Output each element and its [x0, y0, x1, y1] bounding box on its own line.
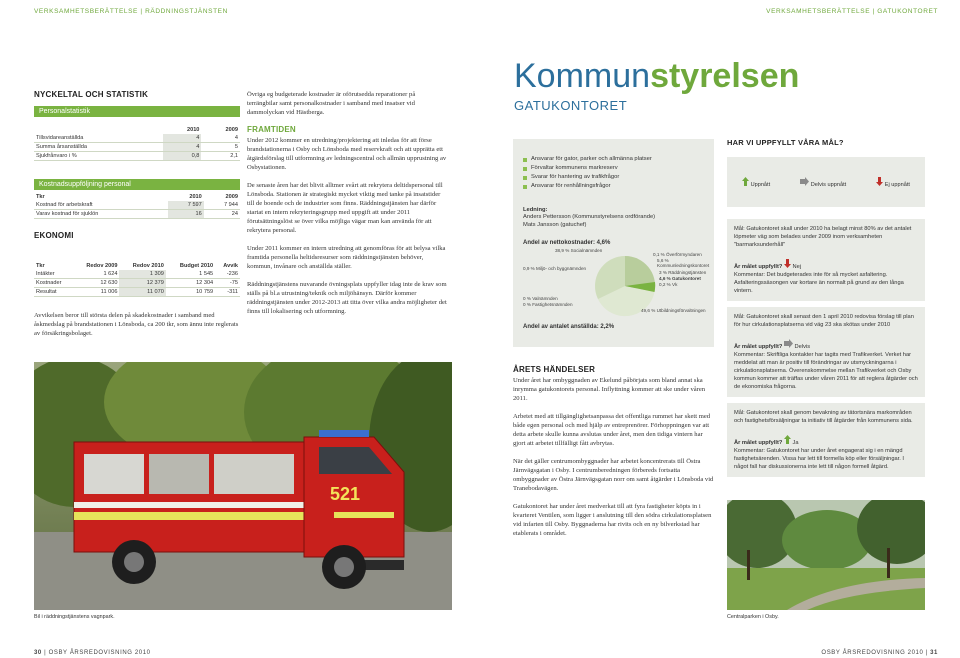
- section-title-nyckeltal: NYCKELTAL OCH STATISTIK: [34, 90, 149, 99]
- page-title: Kommunstyrelsen: [514, 57, 800, 95]
- ekonomi-table: Tkr Redov 2009 Redov 2010 Budget 2010 Avvik Intäkter 1 624 1 309 1 545 -236 Kostnader 12 630 12 379 12 304 -75 Resultat 11 006 11 070 10 759 -311: [36, 263, 238, 295]
- pie-nettokostnader: [523, 246, 710, 330]
- pie-anstallda-title: Andel av antalet anställda: 2,2%: [523, 324, 615, 330]
- framtiden-paragraph-2: De senaste åren har det blivit alltmer svårt att rekrytera deltidspersonal till Lönsboda. Stationen är strategiskt mycket viktig med tanke på insatstider till de boende och de industrier som finns. Räddningstjänsten har därför startat en intern rekryteringsgrupp med uppgift att under 2011 förutsättningslöst se över vilka möjliga vägar man kan använda för att rekrytera personal.: [247, 182, 443, 234]
- arrow-up-icon: [742, 177, 749, 186]
- list-item: Ansvarar för gator, parker och allmänna platser: [523, 155, 704, 164]
- goal-item: Mål: Gatukontoret skall genom bevakning av tätortsnära markområden och fastighetsförsäljningar ta initiativ till åtgärder från kommunens sida. Är målet uppfyllt? Ja Kommentar: Gatukontoret har under året engagerat sig i en mängd fastighetsärenden. Vissa har lett till formella köp eller försäljningar. I något fall har diskussionerna inte lett till någon formell åtgärd.: [727, 403, 925, 477]
- intro-text: Övriga eg budgeterade kostnader är oförutsedda reparationer på terrängbilar samt personalkostnader i samband med insatser vid dammolyckan vid Hästberga.: [247, 91, 416, 116]
- arets-title: ÅRETS HÄNDELSER: [513, 365, 596, 374]
- table-row: Kostnad för arbetskraft 7 597 7 944: [36, 202, 238, 208]
- goal-text: Mål: Gatukontoret skall genom bevakning av tätortsnära markområden och fastighetsförsäljningar ta initiativ till åtgärder från kommunens sida.: [734, 410, 913, 424]
- table-row: Summa årsanställda 4 5: [36, 144, 238, 150]
- pie-label: 0 % Fastighetsnämnden: [523, 302, 573, 307]
- personal-table: 2010 2009 Tillsvidareanställda 4 4 Summa årsanställda 4 5 Sjukfrånvaro i % 0,8 2,1: [36, 127, 238, 159]
- pie-label: 5,6 % Kommunledningskontoret: [657, 258, 710, 268]
- truck-number: 521: [330, 484, 361, 504]
- framtiden-paragraph-1: Under 2012 kommer en utredning/projektering att inledas för att förse brandstationerna i Osby och Lönsboda med reservkraft och att upprätta ett åtgärdsförslag till utformning av ledningscentral och allmän upprustning av Osbystationen.: [247, 137, 447, 171]
- arrow-up-icon: [784, 435, 791, 444]
- arets-paragraph-4: Gatukontoret har under året medverkat till att fyra fastigheter köpts in i kvarteret Ventilen, som ligger i anslutning till den södra cirkulationsplatsen vid infarten till Osby. Byggnaderna har rivits och en ny bilverkstad har etablerats i området.: [513, 503, 712, 537]
- department-title: GATUKONTORET: [514, 98, 628, 113]
- ledning-line: Anders Pettersson (Kommunstyrelsens ordförande): [523, 214, 656, 220]
- goal-text: Mål: Gatukontoret skall senast den 1 april 2010 redovisa förslag till plan för hur cirkulationsplatserna vid väg 23 ska skötas under 2010: [734, 314, 914, 328]
- goal-comment: Kommentar: Skriftliga kontakter har tagits med Trafikverket. Verket har meddelat att man är positiv till förändringar av utsmyckningarna i cirkulationsplatserna. Överenskommelse mellan Trafikverket och Osby kommun kommer att träffas under våren 2011 för att reglera åtgärder och de ekonomiska frågorna.: [734, 352, 918, 390]
- goals-column: [727, 138, 925, 477]
- page-number: 30: [34, 650, 42, 656]
- pie-label: 0,1 % Överförmyndaren: [653, 252, 702, 257]
- goal-comment: Kommentar: Det budgeterades inte för så mycket asfaltering. Asfalteringssäsongen var kortare än normalt på grund av den långa vintern.: [734, 272, 904, 294]
- table-row: Resultat 11 006 11 070 10 759 -311: [36, 289, 238, 295]
- legend-item: Ej uppnått: [876, 177, 910, 188]
- avvikelse-text: Avvikelsen beror till största delen på skadekostnader i samband med åskmedslag på brandstationen i Lönsboda, ca 200 tkr, som ännu inte reglerats av försäkringsbolaget.: [34, 312, 239, 337]
- bar-kostnadsuppfoljning: Kostnadsuppföljning personal: [34, 179, 240, 190]
- arets-paragraph-1: Under året har ombyggnaden av Ekelund påbörjats som bland annat ska inrymma gatukontorets personal. Inflyttning kommer att ske under våren 2011.: [513, 377, 706, 402]
- arrow-side-icon: [800, 177, 809, 186]
- goal-text: Mål: Gatukontoret skall under 2010 ha belagt minst 80% av det antalet löpmeter väg som belades under 2009 inom verksamheten "barmarksunderhåll": [734, 226, 912, 248]
- page-number: 31: [930, 650, 938, 656]
- kostnad-table: Tkr 2010 2009 Kostnad för arbetskraft 7 597 7 944 Varav kostnad för sjuklön 16 24: [36, 194, 238, 217]
- pie-label: 0,2 % Vk: [659, 282, 678, 287]
- pie-label-highlight: 4,6 % Gatukontoret: [659, 276, 701, 281]
- arrow-down-icon: [876, 177, 883, 186]
- goals-legend: [727, 157, 925, 207]
- framtiden-paragraph-4: Räddningstjänstens nuvarande övningsplats uppfyller idag inte de krav som ställs på bl.a utrustning/teknik och miljöhänsyn. Därför kommer räddningstjänsten under 2012-2013 att titta över vilka andra möjligheter det finns till lokalisering och utformning.: [247, 281, 447, 315]
- arets-column: [513, 365, 714, 538]
- table-row: Tillsvidareanställda 4 4: [36, 135, 238, 141]
- table-row: Varav kostnad för sjuklön 16 24: [36, 211, 238, 217]
- ledning-label: Ledning:: [523, 207, 548, 213]
- pie-label: 0,9 % Miljö- och byggnämnden: [523, 266, 587, 271]
- table-row: Sjukfrånvaro i % 0,8 2,1: [36, 153, 238, 159]
- arrow-side-icon: [784, 339, 793, 348]
- ledning-line: Mats Jansson (gatuchef): [523, 222, 587, 228]
- left-running-header: VERKSAMHETSBERÄTTELSE | RÄDDNINGSTJÄNSTEN: [34, 8, 228, 15]
- pie-label: 49,6 % Utbildningsförvaltningen: [641, 308, 706, 313]
- arrow-down-icon: [784, 259, 791, 268]
- fire-truck-photo: [34, 362, 452, 610]
- legend-item: Uppnått: [742, 177, 770, 188]
- list-item: Förvaltar kommunens markreserv: [523, 164, 704, 173]
- truck-caption: Bil i räddningstjänstens vagnpark.: [34, 614, 115, 620]
- pie-label: 38,9 % Socialnämnden: [555, 248, 603, 253]
- right-footer: OSBY ÅRSREDOVISNING 2010 | 31: [821, 650, 938, 656]
- right-running-header: VERKSAMHETSBERÄTTELSE | GATUKONTORET: [766, 8, 938, 15]
- pie-label: 0 % Valnämnden: [523, 296, 558, 301]
- left-footer: 30 | OSBY ÅRSREDOVISNING 2010: [34, 650, 151, 656]
- framtiden-column: [247, 90, 447, 316]
- info-box: [513, 139, 714, 347]
- pie-nettokostnader-title: Andel av nettokostnader: 4,6%: [523, 240, 611, 246]
- goal-item: Mål: Gatukontoret skall under 2010 ha belagt minst 80% av det antalet löpmeter väg som belades under 2009 inom verksamheten "barmarksunderhåll" Är målet uppfyllt? Nej Kommentar: Det budgeterades inte för så mycket asfaltering. Asfalteringssäsongen var kortare än normalt på grund av den långa vintern.: [727, 219, 925, 301]
- table-row: Kostnader 12 630 12 379 12 304 -75: [36, 280, 238, 286]
- goal-item: Mål: Gatukontoret skall senast den 1 april 2010 redovisa förslag till plan för hur cirkulationsplatserna vid väg 23 ska skötas under 2010 Är målet uppfyllt? Delvis Kommentar: Skriftliga kontakter har tagits med Trafikverket. Verket har meddelat att man är positiv till förändringar av utsmyckningarna i cirkulationsplatserna. Överenskommelse mellan Trafikverket och Osby kommun kommer att träffas under våren 2011 för att reglera åtgärder och de ekonomiska frågorna.: [727, 307, 925, 397]
- framtiden-paragraph-3: Under 2011 kommer en intern utredning att genomföras för att belysa vilka framtida personella heltidsresurser som räddningstjänsten behöver, kommun, invånare och anställda ställer.: [247, 245, 446, 270]
- bar-personalstatistik: Personalstatistik: [34, 106, 240, 117]
- goals-title: HAR VI UPPFYLLT VÅRA MÅL?: [727, 138, 844, 147]
- list-item: Ansvarar för renhållningsfrågor: [523, 182, 704, 191]
- pie-label: 3 % Räddningstjänsten: [659, 270, 707, 275]
- section-title-ekonomi: EKONOMI: [34, 231, 74, 240]
- table-row: Intäkter 1 624 1 309 1 545 -236: [36, 271, 238, 277]
- goal-answer: Nej: [792, 264, 802, 270]
- goal-comment: Kommentar: Gatukontoret har under året engagerat sig i en mängd fastighetsärenden. Vissa har lett till formella köp eller försäljningar. I något fall har diskussionerna inte lett till någon formell åtgärd.: [734, 448, 904, 470]
- arets-paragraph-2: Arbetet med att tillgänglighetsanpassa det offentliga rummet har skett med både egen personal och med hjälp av entreprenörer. Förhoppningen var att detta arbete skulle kunna avslutas under året, men den tidiga vintern har gjort att arbetet tillfälligt fått avbrytas.: [513, 413, 711, 447]
- framtiden-title: FRAMTIDEN: [247, 125, 296, 134]
- responsibility-list: [523, 155, 704, 191]
- goal-answer: Delvis: [794, 344, 811, 350]
- legend-item: Delvis uppnått: [800, 177, 846, 188]
- park-photo: [727, 500, 925, 610]
- arets-paragraph-3: När det gäller centrumombyggnader har arbetet koncentrerats till Östra Järnvägsgatan i Osby. I centrumberedningen förbereds fortsatta ombyggnader av Östra Järnvägsgatan norr om samt åtgärder i Lönsboda vid Tranebodavägen.: [513, 458, 714, 492]
- park-caption: Centralparken i Osby.: [727, 614, 779, 620]
- stats-column: [34, 90, 240, 338]
- list-item: Svarar för hantering av trafikfrågor: [523, 173, 704, 182]
- goal-answer: Ja: [792, 440, 799, 446]
